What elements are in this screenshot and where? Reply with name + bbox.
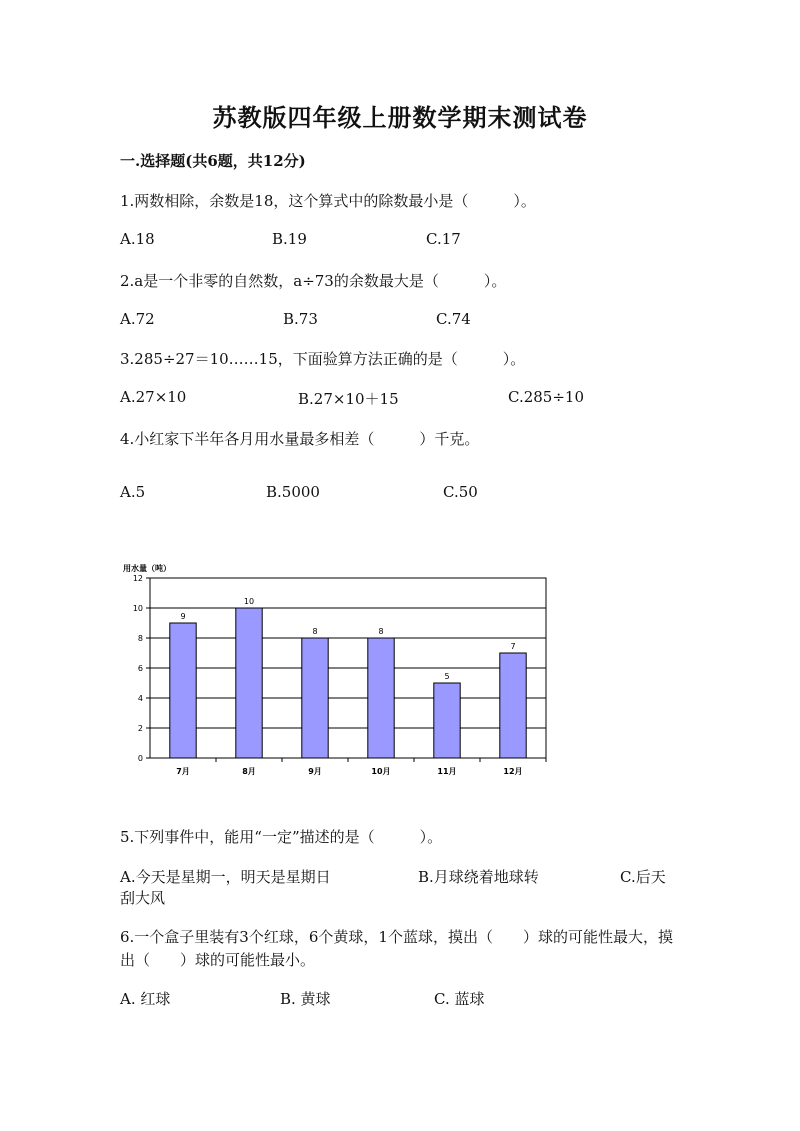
question-3: 3.285÷27＝10……15，下面验算方法正确的是（ ）。 — [120, 350, 526, 368]
chart-x-tick-label: 9月 — [308, 767, 322, 776]
chart-bar — [434, 683, 460, 758]
question-2: 2.a是一个非零的自然数，a÷73的余数最大是（ ）。 — [120, 272, 507, 290]
chart-data-label: 5 — [444, 672, 450, 681]
chart-data-label: 8 — [312, 627, 318, 636]
question-6: 6.一个盒子里装有3个红球，6个黄球，1个蓝球，摸出（ ）球的可能性最大，摸出（ ）球的可能性最小。 — [120, 928, 673, 969]
chart-x-tick-label: 12月 — [503, 767, 523, 776]
chart-bar — [302, 638, 328, 758]
chart-y-tick-label: 2 — [137, 724, 143, 733]
q5-option-c-continued: 刮大风 — [120, 889, 166, 907]
question-4: 4.小红家下半年各月用水量最多相差（ ）千克。 — [120, 430, 480, 448]
page-title: 苏教版四年级上册数学期末测试卷 — [212, 103, 588, 132]
q4-option-c: C.50 — [443, 483, 478, 501]
q5-option-b: B.月球绕着地球转 — [418, 868, 539, 886]
q1-option-c: C.17 — [426, 230, 461, 248]
chart-bar — [368, 638, 394, 758]
question-1: 1.两数相除，余数是18，这个算式中的除数最小是（ ）。 — [120, 192, 536, 210]
q3-option-b: B.27×10＋15 — [298, 390, 399, 408]
q2-option-b: B.73 — [283, 310, 318, 328]
q4-option-a: A.5 — [120, 483, 146, 501]
q3-option-a: A.27×10 — [120, 388, 187, 406]
chart-x-tick-label: 11月 — [437, 767, 457, 776]
chart-y-tick-label: 4 — [137, 694, 143, 703]
water-usage-bar-chart — [118, 558, 558, 788]
chart-bar — [500, 653, 526, 758]
chart-bar — [236, 608, 262, 758]
chart-x-tick-label: 10月 — [371, 767, 391, 776]
q2-option-c: C.74 — [436, 310, 471, 328]
q6-option-a: A. 红球 — [120, 990, 171, 1008]
q4-option-b: B.5000 — [266, 483, 320, 501]
q5-option-c: C.后天 — [620, 868, 666, 886]
q1-option-b: B.19 — [272, 230, 307, 248]
chart-y-tick-label: 0 — [137, 754, 143, 763]
chart-x-tick-label: 7月 — [176, 767, 190, 776]
chart-y-tick-label: 8 — [137, 634, 143, 643]
q1-option-a: A.18 — [120, 230, 155, 248]
chart-bar — [170, 623, 196, 758]
chart-data-label: 10 — [243, 597, 255, 606]
q3-option-c: C.285÷10 — [508, 388, 584, 406]
chart-x-tick-label: 8月 — [242, 767, 256, 776]
chart-y-tick-label: 10 — [132, 604, 143, 613]
chart-data-label: 7 — [510, 642, 516, 651]
question-5: 5.下列事件中，能用“一定”描述的是（ ）。 — [120, 828, 443, 846]
chart-data-label: 9 — [180, 612, 186, 621]
chart-y-tick-label: 12 — [132, 574, 143, 583]
chart-ylabel: 用水量（吨） — [123, 564, 171, 573]
chart-data-label: 8 — [378, 627, 384, 636]
section-heading: 一.选择题(共6题，共12分) — [120, 152, 306, 170]
q6-option-c: C. 蓝球 — [434, 990, 485, 1008]
q6-option-b: B. 黄球 — [280, 990, 331, 1008]
q2-option-a: A.72 — [120, 310, 155, 328]
q5-option-a: A.今天是星期一，明天是星期日 — [120, 868, 331, 886]
chart-y-tick-label: 6 — [137, 664, 143, 673]
